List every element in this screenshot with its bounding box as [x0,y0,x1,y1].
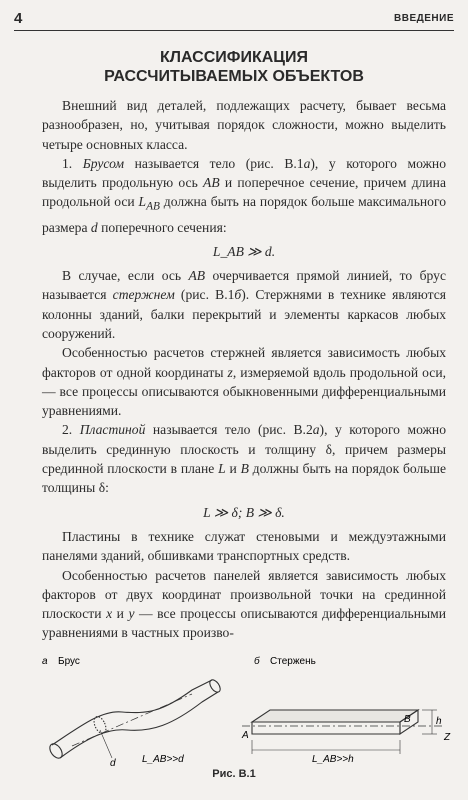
term-brus: Брусом [82,155,125,171]
fig-b-Z: Z [444,732,451,743]
term-plastina: Пластиной [79,422,146,438]
text-run: называется тело (рис. В.1 [124,155,304,171]
figure-caption: Рис. В.1 [212,768,256,780]
text-run: ), у которого можно выделить срединную плоскость и толщину δ, причем размеры срединной плоскости в плане [42,422,446,477]
title-line-1: КЛАССИФИКАЦИЯ [160,49,308,66]
var-y: y [128,606,135,622]
text-run: Особенностью расчетов стержней является зависимость любых факторов от одной координаты [42,345,446,380]
fig-b-letter: б [254,656,260,667]
var-L: L [218,461,226,477]
paragraph-plates-use: Пластины в технике служат стеновыми и междуэтажными панелями зданий, обшивками транспортных средств. [42,528,446,564]
var-ab: AB [203,175,220,191]
fig-ref: б [234,287,242,303]
text-run: , измеряемой вдоль продольной оси, — все процессы описываются обыкновенными дифференциальными уравнениями. [42,364,446,419]
fig-a-label: Брус [58,656,80,667]
text-run: и поперечное сечение, причем длина продольной оси [42,175,446,210]
paragraph-brus [42,154,446,237]
fig-a-letter: а [42,656,48,667]
title-line-2: РАССЧИТЫВАЕМЫХ ОБЪЕКТОВ [104,68,364,85]
text-run: 1. [62,155,83,171]
text-run: называется тело (рис. В.2 [145,422,313,438]
var-z: z [227,364,233,380]
paragraph-sterzhen [42,266,446,343]
brus-drawing [47,678,222,760]
fig-b-lab: L_AB>>h [312,754,354,765]
var-ab: AB [188,268,206,284]
page-header [14,10,454,32]
term-sterzhen: стержнем [112,287,175,303]
text-run: поперечного сечения: [97,219,227,235]
var-d: d [90,219,98,235]
body-text [42,96,446,643]
var-l: L [138,194,147,210]
text-run: Особенностью расчетов панелей является зависимость любых факторов от двух координат произвольной точки на срединной плоскости [42,567,446,622]
page-number: 4 [14,10,23,27]
paragraph-panel-features [42,566,446,643]
var-x: x [106,606,113,622]
formula-1: L_AB ≫ d. [212,243,276,259]
text-run: (рис. В.1 [174,287,235,303]
sterzhen-drawing [242,710,442,754]
var-sub: AB [146,201,160,214]
paragraph-plastina [42,420,446,497]
text-run: должны быть на порядок больше толщины δ: [42,461,446,496]
text-run: — все процессы описываются дифференциальными уравнениями в частных произво- [42,606,446,641]
fig-b-h: h [436,716,442,727]
text-run: 2. [62,422,80,438]
fig-a-d: d [110,758,116,769]
paragraph-rod-features [42,343,446,420]
fig-b-B: B [404,714,411,725]
text-run: должна быть на порядок больше максимального размера [42,194,446,235]
text-run: и [112,606,129,622]
text-run: и [225,461,241,477]
section-name: ВВЕДЕНИЕ [394,13,454,24]
text-run: ). Стержнями в технике являются колонны зданий, балки перекрытий и элементы каркасов любых сооружений. [42,287,446,341]
section-title [0,48,468,86]
paragraph-intro: Внешний вид деталей, подлежащих расчету, бывает весьма разнообразен, но, учитывая порядок сложности, можно выделить четыре основных класса. [42,98,446,152]
text-run: ), у которого можно выделить продольную ось [42,155,446,191]
fig-b-A: A [242,730,249,741]
text-run: В случае, если ось [62,268,189,284]
fig-ref: а [312,422,320,438]
var-B: B [240,461,249,477]
fig-b-label: Стержень [270,656,316,667]
fig-ref: а [303,155,311,171]
formula-2: L ≫ δ; B ≫ δ. [203,504,285,520]
header-rule [14,30,454,31]
text-run: очерчивается прямой линией, то брус называется [42,268,446,303]
fig-a-lab: L_AB>>d [142,754,184,765]
figure-b1 [42,650,462,778]
